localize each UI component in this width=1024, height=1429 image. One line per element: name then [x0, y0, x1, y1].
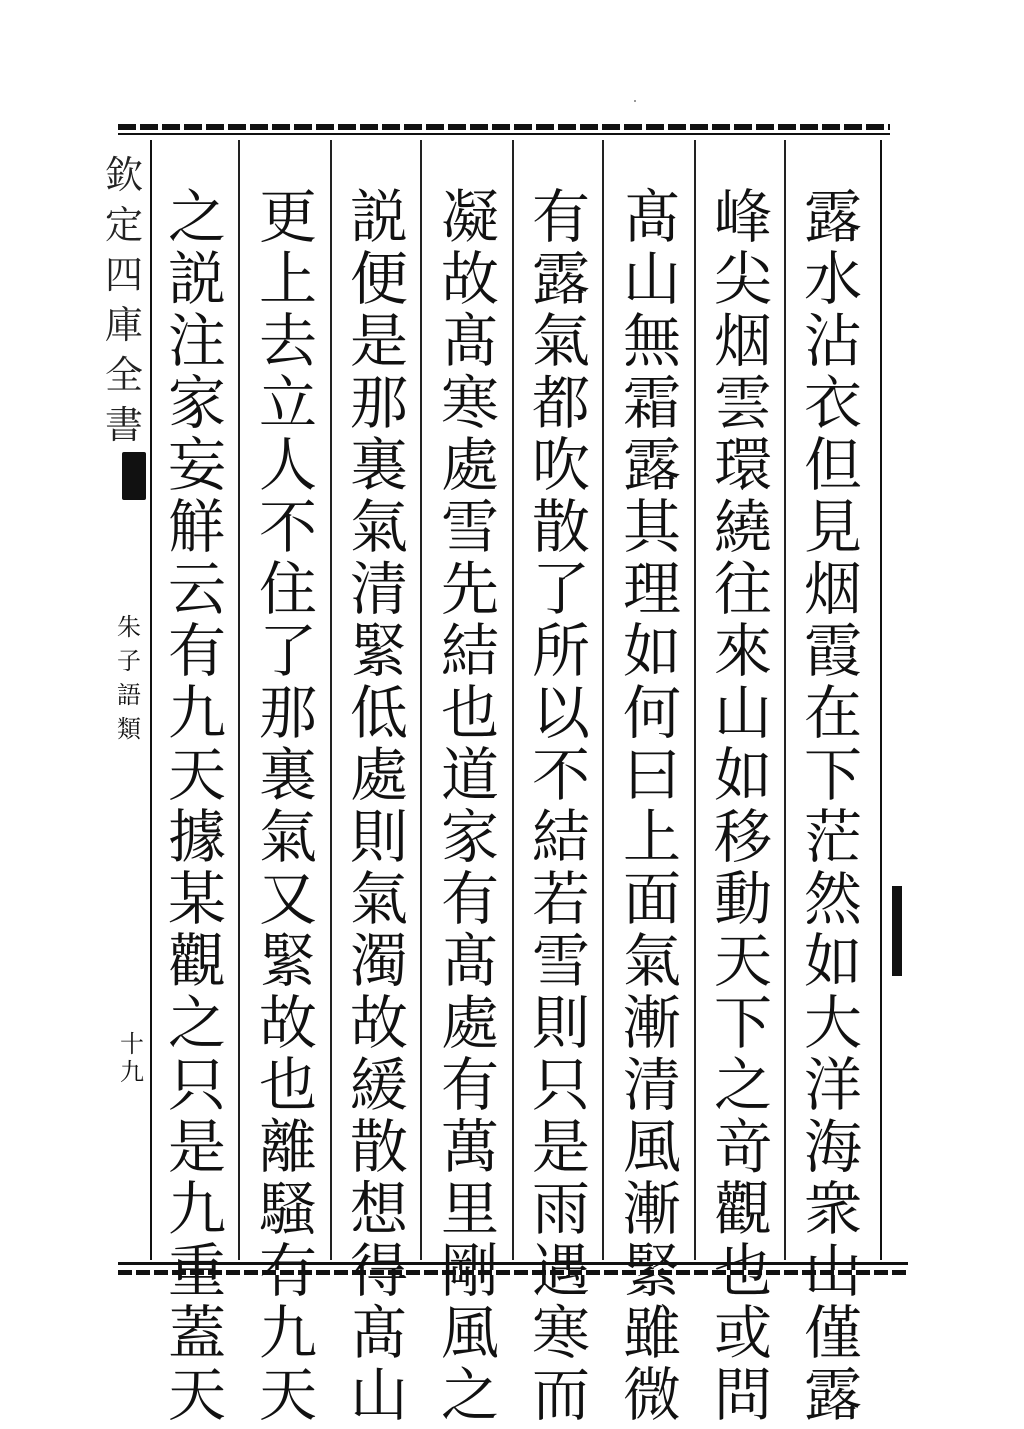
character: 沾	[803, 307, 862, 375]
character: 尖	[713, 245, 772, 313]
character: 上	[622, 803, 681, 871]
character: 散	[531, 493, 590, 561]
character: 漸	[622, 1175, 681, 1243]
character: 道	[440, 741, 499, 809]
character: 裏	[349, 431, 408, 499]
character: 如	[713, 741, 772, 809]
text-column-7	[245, 183, 331, 1429]
character: 里	[440, 1175, 499, 1243]
character: 風	[440, 1299, 499, 1367]
character: 氣	[349, 865, 408, 933]
character: 云	[167, 555, 226, 623]
character: 是	[167, 1113, 226, 1181]
character: 雖	[622, 1299, 681, 1367]
character: 只	[167, 1051, 226, 1119]
margin-character: 欽	[104, 153, 143, 197]
character: 寒	[440, 369, 499, 437]
right-edge-mark	[892, 886, 902, 976]
fish-tail-mark	[122, 452, 146, 500]
speck	[634, 100, 636, 102]
character: 如	[622, 617, 681, 685]
character: 下	[803, 741, 862, 809]
character: 是	[531, 1113, 590, 1181]
character: 髙	[440, 927, 499, 995]
character: 環	[713, 431, 772, 499]
character: 先	[440, 555, 499, 623]
bottom-border-rule	[118, 1270, 908, 1275]
character: 九	[167, 679, 226, 747]
margin-character: 九	[120, 1058, 144, 1086]
character: 處	[349, 741, 408, 809]
character: 衣	[803, 369, 862, 437]
character: 在	[803, 679, 862, 747]
character: 想	[349, 1175, 408, 1243]
character: 山	[713, 679, 772, 747]
character: 天	[258, 1361, 317, 1429]
character: 雪	[531, 927, 590, 995]
character: 有	[440, 1051, 499, 1119]
margin-title	[104, 150, 144, 450]
character: 有	[440, 865, 499, 933]
character: 露	[622, 431, 681, 499]
character: 風	[622, 1113, 681, 1181]
margin-character: 子	[117, 647, 141, 675]
character: 露	[803, 183, 862, 251]
top-border-rule	[118, 124, 890, 130]
character: 萬	[440, 1113, 499, 1181]
character: 注	[167, 307, 226, 375]
margin-character: 庫	[104, 303, 143, 347]
character: 濁	[349, 927, 408, 995]
character: 曰	[622, 741, 681, 809]
character: 僅	[803, 1299, 862, 1367]
book-name	[114, 610, 144, 746]
character: 緩	[349, 1051, 408, 1119]
margin-character: 十	[120, 1030, 144, 1058]
character: 據	[167, 803, 226, 871]
top-border-line	[118, 133, 890, 135]
character: 烟	[803, 555, 862, 623]
character: 結	[440, 617, 499, 685]
character: 雪	[440, 493, 499, 561]
character: 故	[349, 989, 408, 1057]
character: 然	[803, 865, 862, 933]
character: 竒	[713, 1113, 772, 1181]
character: 則	[531, 989, 590, 1057]
character: 之	[713, 1051, 772, 1119]
character: 低	[349, 679, 408, 747]
text-column-5	[427, 183, 513, 1429]
character: 吹	[531, 431, 590, 499]
character: 清	[349, 555, 408, 623]
character: 洋	[803, 1051, 862, 1119]
character: 處	[440, 989, 499, 1057]
character: 清	[622, 1051, 681, 1119]
character: 繞	[713, 493, 772, 561]
character: 氣	[531, 307, 590, 375]
margin-character: 全	[104, 353, 143, 397]
character: 之	[167, 183, 226, 251]
character: 髙	[349, 1299, 408, 1367]
character: 寒	[531, 1299, 590, 1367]
character: 那	[349, 369, 408, 437]
character: 髙	[440, 307, 499, 375]
character: 來	[713, 617, 772, 685]
character: 山	[622, 245, 681, 313]
character: 所	[531, 617, 590, 685]
character: 水	[803, 245, 862, 313]
character: 妄	[167, 431, 226, 499]
character: 往	[713, 555, 772, 623]
character: 無	[622, 307, 681, 375]
character: 烟	[713, 307, 772, 375]
character: 雨	[531, 1175, 590, 1243]
character: 説	[349, 183, 408, 251]
character: 氣	[622, 927, 681, 995]
character: 凝	[440, 183, 499, 251]
character: 見	[803, 493, 862, 561]
character: 天	[167, 741, 226, 809]
character: 住	[258, 555, 317, 623]
character: 更	[258, 183, 317, 251]
character: 大	[803, 989, 862, 1057]
character: 處	[440, 431, 499, 499]
character: 了	[258, 617, 317, 685]
character: 騷	[258, 1175, 317, 1243]
character: 茫	[803, 803, 862, 871]
character: 觀	[713, 1175, 772, 1243]
character: 氣	[258, 803, 317, 871]
character: 有	[531, 183, 590, 251]
character: 其	[622, 493, 681, 561]
character: 有	[167, 617, 226, 685]
text-column-3	[609, 183, 695, 1429]
character: 那	[258, 679, 317, 747]
character: 都	[531, 369, 590, 437]
character: 是	[349, 307, 408, 375]
character: 家	[440, 803, 499, 871]
character: 上	[258, 245, 317, 313]
character: 不	[531, 741, 590, 809]
character: 天	[713, 927, 772, 995]
character: 結	[531, 803, 590, 871]
character: 之	[167, 989, 226, 1057]
text-column-2	[700, 183, 786, 1429]
character: 霞	[803, 617, 862, 685]
character: 山	[349, 1361, 408, 1429]
margin-character: 書	[104, 403, 143, 447]
character: 則	[349, 803, 408, 871]
character: 何	[622, 679, 681, 747]
character: 之	[440, 1361, 499, 1429]
character: 蓋	[167, 1299, 226, 1367]
character: 衆	[803, 1175, 862, 1243]
character: 家	[167, 369, 226, 437]
character: 露	[803, 1361, 862, 1429]
character: 但	[803, 431, 862, 499]
character: 海	[803, 1113, 862, 1181]
character: 某	[167, 865, 226, 933]
character: 問	[713, 1361, 772, 1429]
character: 只	[531, 1051, 590, 1119]
character: 散	[349, 1113, 408, 1181]
margin-character: 類	[117, 715, 141, 743]
character: 故	[258, 989, 317, 1057]
character: 人	[258, 431, 317, 499]
character: 漸	[622, 989, 681, 1057]
character: 緊	[258, 927, 317, 995]
character: 動	[713, 865, 772, 933]
character: 去	[258, 307, 317, 375]
character: 説	[167, 245, 226, 313]
character: 移	[713, 803, 772, 871]
character: 離	[258, 1113, 317, 1181]
character: 若	[531, 865, 590, 933]
character: 面	[622, 865, 681, 933]
character: 理	[622, 555, 681, 623]
margin-character: 語	[117, 681, 141, 709]
character: 立	[258, 369, 317, 437]
character: 裏	[258, 741, 317, 809]
character: 而	[531, 1361, 590, 1429]
text-column-4	[518, 183, 604, 1429]
character: 了	[531, 555, 590, 623]
bottom-border-line	[118, 1262, 908, 1265]
character: 下	[713, 989, 772, 1057]
text-column-1	[790, 183, 876, 1429]
character: 峰	[713, 183, 772, 251]
character: 髙	[622, 183, 681, 251]
character: 微	[622, 1361, 681, 1429]
character: 緊	[349, 617, 408, 685]
character: 天	[167, 1361, 226, 1429]
text-column-6	[336, 183, 422, 1429]
character: 便	[349, 245, 408, 313]
character: 九	[167, 1175, 226, 1243]
character: 霜	[622, 369, 681, 437]
margin-character: 朱	[117, 613, 141, 641]
character: 如	[803, 927, 862, 995]
margin-character: 定	[104, 203, 143, 247]
character: 以	[531, 679, 590, 747]
text-column-8	[154, 183, 240, 1429]
character: 觧	[167, 493, 226, 561]
character: 雲	[713, 369, 772, 437]
character: 觀	[167, 927, 226, 995]
character: 九	[258, 1299, 317, 1367]
character: 不	[258, 493, 317, 561]
character: 氣	[349, 493, 408, 561]
character: 或	[713, 1299, 772, 1367]
page-number	[118, 1030, 146, 1086]
character: 故	[440, 245, 499, 313]
margin-character: 四	[104, 253, 143, 297]
character: 也	[258, 1051, 317, 1119]
character: 也	[440, 679, 499, 747]
character: 又	[258, 865, 317, 933]
character: 露	[531, 245, 590, 313]
